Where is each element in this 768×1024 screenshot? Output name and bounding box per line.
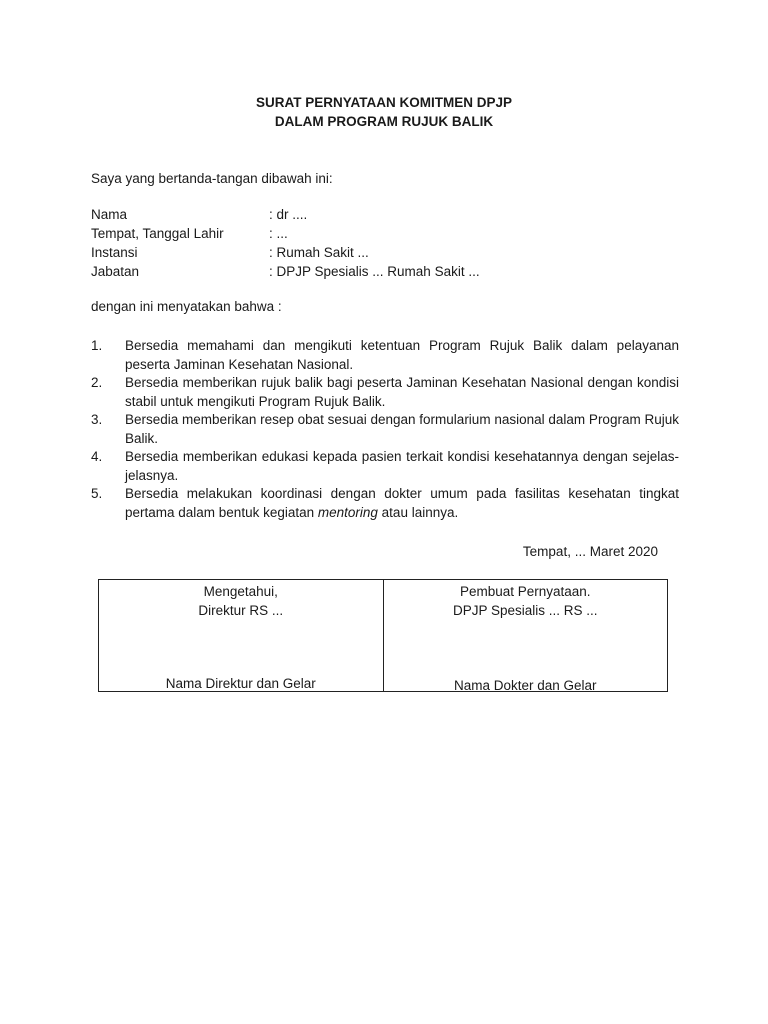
field-row-nama <box>91 205 480 224</box>
list-item-text <box>125 485 679 522</box>
field-label: Nama <box>91 207 128 222</box>
list-item <box>91 374 679 411</box>
commitment-list <box>91 337 679 522</box>
list-item <box>91 411 679 448</box>
list-item-number: 3. <box>91 412 103 427</box>
list-item-number: 1. <box>91 338 103 353</box>
field-row-instansi <box>91 243 480 262</box>
field-value: : dr .... <box>269 207 308 222</box>
list-item-text-before: Bersedia melakukan koordinasi dengan dokter umum pada fasilitas kesehatan tingkat pertama dalam bentuk kegiatan <box>125 486 679 520</box>
intro-text: Saya yang bertanda-tangan dibawah ini: <box>91 171 333 186</box>
document-title <box>0 93 768 131</box>
list-item <box>91 448 679 485</box>
title-line-2: DALAM PROGRAM RUJUK BALIK <box>274 114 494 129</box>
signature-name: Nama Direktur dan Gelar <box>165 676 316 691</box>
list-item-number: 2. <box>91 375 103 390</box>
list-item-text-after: atau lainnya. <box>377 504 459 520</box>
field-value: : DPJP Spesialis ... Rumah Sakit ... <box>269 264 480 279</box>
statement-text: dengan ini menyatakan bahwa : <box>91 299 282 314</box>
field-value: : ... <box>269 226 288 241</box>
list-item <box>91 485 679 522</box>
list-item <box>91 337 679 374</box>
place-date: Tempat, ... Maret 2020 <box>522 544 658 559</box>
title-line-1: SURAT PERNYATAAN KOMITMEN DPJP <box>255 95 513 110</box>
signature-line-1: Pembuat Pernyataan. <box>459 584 591 599</box>
list-item-text: Bersedia memahami dan mengikuti ketentuan Program Rujuk Balik dalam pelayanan peserta Jaminan Kesehatan Nasional. <box>125 338 679 372</box>
signature-line-2: Direktur RS ... <box>198 603 284 618</box>
field-label: Tempat, Tanggal Lahir <box>91 226 224 241</box>
signature-table <box>98 579 668 692</box>
signature-heading <box>384 582 668 620</box>
field-label: Instansi <box>91 245 138 260</box>
signature-name: Nama Dokter dan Gelar <box>453 678 597 693</box>
list-item-text: Bersedia memberikan rujuk balik bagi peserta Jaminan Kesehatan Nasional dengan kondisi stabil untuk mengikuti Program Rujuk Balik. <box>125 375 679 409</box>
list-item-text: Bersedia memberikan resep obat sesuai dengan formularium nasional dalam Program Rujuk Balik. <box>125 412 679 446</box>
list-item-number: 5. <box>91 486 103 501</box>
field-row-jabatan <box>91 262 480 281</box>
list-item-text-italic: mentoring <box>317 504 378 520</box>
field-label: Jabatan <box>91 264 140 279</box>
signature-cell-director <box>99 580 383 691</box>
list-item-text: Bersedia memberikan edukasi kepada pasien terkait kondisi kesehatannya dengan sejelas-jelasnya. <box>125 449 679 483</box>
identity-fields <box>91 205 480 281</box>
list-item-number: 4. <box>91 449 103 464</box>
signature-line-1: Mengetahui, <box>203 584 278 599</box>
signature-line-2: DPJP Spesialis ... RS ... <box>452 603 598 618</box>
field-row-tempat-tanggal-lahir <box>91 224 480 243</box>
field-value: : Rumah Sakit ... <box>269 245 369 260</box>
signature-cell-doctor <box>383 580 668 691</box>
signature-heading <box>99 582 383 620</box>
